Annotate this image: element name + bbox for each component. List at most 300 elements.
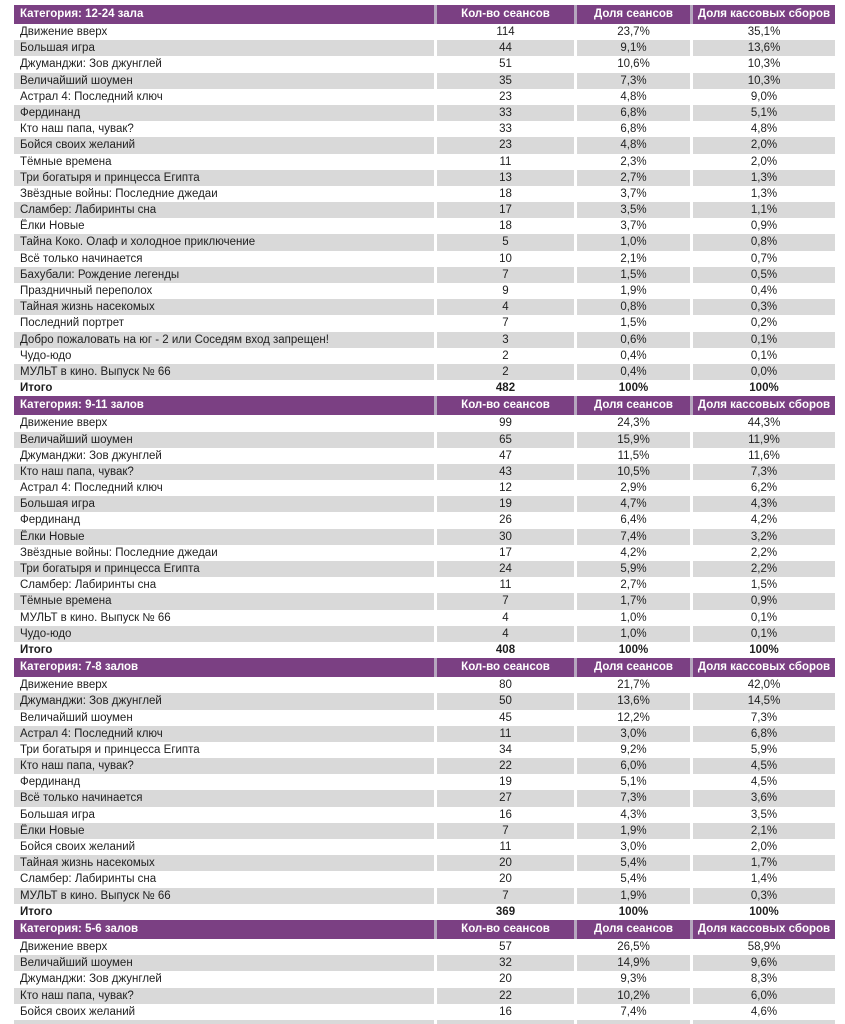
sessions-share-cell: 9,2% <box>577 742 690 758</box>
film-title-cell: Кто наш папа, чувак? <box>14 121 434 137</box>
boxoffice-share-cell: 2,0% <box>693 137 835 153</box>
sessions-share-cell: 14,9% <box>577 955 690 971</box>
sessions-count-cell: 23 <box>437 137 574 153</box>
sessions-count-cell: 43 <box>437 464 574 480</box>
table-row <box>14 24 835 40</box>
sessions-share-cell: 3,0% <box>577 726 690 742</box>
film-title-cell: Величайший шоумен <box>14 710 434 726</box>
boxoffice-share-cell: 100% <box>693 380 835 396</box>
sessions-count-cell: 19 <box>437 496 574 512</box>
boxoffice-share-cell: 0,8% <box>693 234 835 250</box>
table-row <box>14 283 835 299</box>
sessions-count-cell: 2 <box>437 348 574 364</box>
film-title-cell: Чудо-юдо <box>14 348 434 364</box>
column-header: Доля кассовых сборов <box>693 5 835 24</box>
boxoffice-share-cell: 3,6% <box>693 790 835 806</box>
sessions-count-cell: 12 <box>437 480 574 496</box>
sessions-share-cell: 6,0% <box>577 758 690 774</box>
film-title-cell: Величайший шоумен <box>14 73 434 89</box>
boxoffice-share-cell: 0,7% <box>693 251 835 267</box>
sessions-share-cell: 1,9% <box>577 283 690 299</box>
table-row <box>14 234 835 250</box>
table-row <box>14 988 835 1004</box>
sessions-share-cell: 4,2% <box>577 545 690 561</box>
film-title-cell: Бойся своих желаний <box>14 137 434 153</box>
film-title-cell: Бахубали: Рождение легенды <box>14 267 434 283</box>
sessions-count-cell: 7 <box>437 823 574 839</box>
sessions-share-cell: 100% <box>577 904 690 920</box>
sessions-share-cell: 3,0% <box>577 839 690 855</box>
table-row <box>14 677 835 693</box>
boxoffice-share-cell: 100% <box>693 642 835 658</box>
boxoffice-share-cell: 1,7% <box>693 855 835 871</box>
sessions-count-cell: 19 <box>437 774 574 790</box>
sessions-share-cell: 5,4% <box>577 855 690 871</box>
sessions-share-cell: 5,1% <box>577 774 690 790</box>
boxoffice-share-cell: 4,3% <box>693 496 835 512</box>
section-header <box>14 920 835 939</box>
film-title-cell: Фердинанд <box>14 774 434 790</box>
boxoffice-share-cell: 1,1% <box>693 202 835 218</box>
film-title-cell: Движение вверх <box>14 677 434 693</box>
table-row <box>14 432 835 448</box>
sessions-share-cell: 2,7% <box>577 170 690 186</box>
sessions-share-cell: 21,7% <box>577 677 690 693</box>
film-title-cell: Движение вверх <box>14 24 434 40</box>
boxoffice-share-cell: 7,3% <box>693 464 835 480</box>
total-row <box>14 642 835 658</box>
sessions-count-cell: 47 <box>437 448 574 464</box>
sessions-count-cell: 18 <box>437 218 574 234</box>
sessions-count-cell: 20 <box>437 855 574 871</box>
partial-cell <box>14 1020 434 1024</box>
column-header: Доля сеансов <box>577 658 690 677</box>
boxoffice-share-cell: 9,6% <box>693 955 835 971</box>
sessions-count-cell: 33 <box>437 105 574 121</box>
sessions-share-cell: 4,8% <box>577 137 690 153</box>
total-label-cell: Итого <box>14 380 434 396</box>
film-title-cell: Ёлки Новые <box>14 823 434 839</box>
sessions-share-cell: 1,5% <box>577 267 690 283</box>
sessions-count-cell: 35 <box>437 73 574 89</box>
table-row <box>14 626 835 642</box>
boxoffice-share-cell: 1,4% <box>693 871 835 887</box>
column-header: Доля кассовых сборов <box>693 658 835 677</box>
film-title-cell: Три богатыря и принцесса Египта <box>14 561 434 577</box>
film-title-cell: Кто наш папа, чувак? <box>14 988 434 1004</box>
boxoffice-share-cell: 0,1% <box>693 332 835 348</box>
sessions-count-cell: 50 <box>437 693 574 709</box>
sessions-share-cell: 7,3% <box>577 73 690 89</box>
boxoffice-share-cell: 0,1% <box>693 610 835 626</box>
sessions-count-cell: 65 <box>437 432 574 448</box>
sessions-count-cell: 18 <box>437 186 574 202</box>
film-title-cell: Движение вверх <box>14 415 434 431</box>
partial-cell <box>577 1020 690 1024</box>
table-row <box>14 939 835 955</box>
table-row <box>14 593 835 609</box>
sessions-count-cell: 45 <box>437 710 574 726</box>
table-row <box>14 218 835 234</box>
table-row <box>14 315 835 331</box>
sessions-count-cell: 20 <box>437 871 574 887</box>
boxoffice-share-cell: 3,2% <box>693 529 835 545</box>
boxoffice-share-cell: 0,9% <box>693 218 835 234</box>
table-row <box>14 807 835 823</box>
boxoffice-share-cell: 2,0% <box>693 839 835 855</box>
total-row <box>14 904 835 920</box>
table-row <box>14 137 835 153</box>
table-row <box>14 186 835 202</box>
film-title-cell: Три богатыря и принцесса Египта <box>14 170 434 186</box>
sessions-share-cell: 3,7% <box>577 218 690 234</box>
sessions-count-cell: 4 <box>437 299 574 315</box>
table-row <box>14 121 835 137</box>
sessions-share-cell: 26,5% <box>577 939 690 955</box>
film-title-cell: Джуманджи: Зов джунглей <box>14 56 434 72</box>
table-row <box>14 464 835 480</box>
column-header: Доля сеансов <box>577 920 690 939</box>
boxoffice-share-cell: 44,3% <box>693 415 835 431</box>
film-title-cell: Астрал 4: Последний ключ <box>14 89 434 105</box>
table-row <box>14 726 835 742</box>
table-row <box>14 512 835 528</box>
film-title-cell: Сламбер: Лабиринты сна <box>14 577 434 593</box>
table-row <box>14 823 835 839</box>
boxoffice-share-cell: 2,0% <box>693 154 835 170</box>
boxoffice-share-cell: 4,2% <box>693 512 835 528</box>
boxoffice-share-cell: 11,9% <box>693 432 835 448</box>
sessions-count-cell: 44 <box>437 40 574 56</box>
sessions-count-cell: 4 <box>437 610 574 626</box>
film-title-cell: Фердинанд <box>14 105 434 121</box>
sessions-share-cell: 24,3% <box>577 415 690 431</box>
boxoffice-share-cell: 1,3% <box>693 170 835 186</box>
boxoffice-share-cell: 0,2% <box>693 315 835 331</box>
sessions-share-cell: 6,8% <box>577 121 690 137</box>
boxoffice-share-cell: 11,6% <box>693 448 835 464</box>
sessions-count-cell: 99 <box>437 415 574 431</box>
sessions-count-cell: 7 <box>437 593 574 609</box>
sessions-share-cell: 4,7% <box>577 496 690 512</box>
table-row <box>14 154 835 170</box>
boxoffice-share-cell: 5,1% <box>693 105 835 121</box>
sessions-count-cell: 369 <box>437 904 574 920</box>
sessions-count-cell: 3 <box>437 332 574 348</box>
sessions-share-cell: 10,5% <box>577 464 690 480</box>
table-row <box>14 73 835 89</box>
sessions-share-cell: 7,3% <box>577 790 690 806</box>
sessions-share-cell: 3,5% <box>577 202 690 218</box>
film-title-cell: Большая игра <box>14 807 434 823</box>
boxoffice-share-cell: 0,3% <box>693 299 835 315</box>
sessions-share-cell: 6,8% <box>577 105 690 121</box>
film-title-cell: МУЛЬТ в кино. Выпуск № 66 <box>14 888 434 904</box>
sessions-count-cell: 22 <box>437 758 574 774</box>
boxoffice-share-cell: 6,2% <box>693 480 835 496</box>
sessions-count-cell: 7 <box>437 315 574 331</box>
sessions-count-cell: 4 <box>437 626 574 642</box>
table-row <box>14 40 835 56</box>
boxoffice-share-cell: 1,3% <box>693 186 835 202</box>
film-title-cell: Сламбер: Лабиринты сна <box>14 202 434 218</box>
partial-cell <box>693 1020 835 1024</box>
total-row <box>14 380 835 396</box>
sessions-count-cell: 11 <box>437 154 574 170</box>
table-row <box>14 561 835 577</box>
sessions-count-cell: 20 <box>437 971 574 987</box>
table-row <box>14 170 835 186</box>
film-title-cell: Звёздные войны: Последние джедаи <box>14 545 434 561</box>
sessions-share-cell: 1,9% <box>577 823 690 839</box>
table-row <box>14 480 835 496</box>
film-title-cell: Астрал 4: Последний ключ <box>14 726 434 742</box>
sessions-count-cell: 24 <box>437 561 574 577</box>
film-title-cell: Последний портрет <box>14 315 434 331</box>
section-title: Категория: 9-11 залов <box>14 396 434 415</box>
film-title-cell: Фердинанд <box>14 512 434 528</box>
table-row <box>14 251 835 267</box>
film-title-cell: Тайна Коко. Олаф и холодное приключение <box>14 234 434 250</box>
sessions-share-cell: 100% <box>577 380 690 396</box>
column-header: Доля кассовых сборов <box>693 396 835 415</box>
boxoffice-share-cell: 9,0% <box>693 89 835 105</box>
film-title-cell: Чудо-юдо <box>14 626 434 642</box>
table-row <box>14 710 835 726</box>
film-title-cell: Бойся своих желаний <box>14 839 434 855</box>
sessions-share-cell: 3,7% <box>577 186 690 202</box>
film-title-cell: Бойся своих желаний <box>14 1004 434 1020</box>
sessions-count-cell: 51 <box>437 56 574 72</box>
film-title-cell: Сламбер: Лабиринты сна <box>14 871 434 887</box>
sessions-share-cell: 6,4% <box>577 512 690 528</box>
table-row <box>14 448 835 464</box>
sessions-count-cell: 22 <box>437 988 574 1004</box>
film-title-cell: Величайший шоумен <box>14 955 434 971</box>
film-title-cell: Всё только начинается <box>14 251 434 267</box>
sessions-share-cell: 1,7% <box>577 593 690 609</box>
table-row <box>14 545 835 561</box>
total-label-cell: Итого <box>14 904 434 920</box>
boxoffice-share-cell: 6,0% <box>693 988 835 1004</box>
film-title-cell: Всё только начинается <box>14 790 434 806</box>
table-row <box>14 332 835 348</box>
film-title-cell: Большая игра <box>14 40 434 56</box>
column-header: Кол-во сеансов <box>437 658 574 677</box>
boxoffice-share-cell: 42,0% <box>693 677 835 693</box>
sessions-share-cell: 13,6% <box>577 693 690 709</box>
boxoffice-share-cell: 4,6% <box>693 1004 835 1020</box>
sessions-count-cell: 482 <box>437 380 574 396</box>
film-title-cell: МУЛЬТ в кино. Выпуск № 66 <box>14 364 434 380</box>
table-row <box>14 871 835 887</box>
sessions-share-cell: 2,1% <box>577 251 690 267</box>
sessions-count-cell: 16 <box>437 1004 574 1020</box>
sessions-count-cell: 17 <box>437 545 574 561</box>
film-title-cell: Величайший шоумен <box>14 432 434 448</box>
table-row <box>14 89 835 105</box>
sessions-share-cell: 11,5% <box>577 448 690 464</box>
sessions-share-cell: 0,8% <box>577 299 690 315</box>
column-header: Кол-во сеансов <box>437 396 574 415</box>
boxoffice-share-cell: 2,2% <box>693 561 835 577</box>
sessions-share-cell: 2,7% <box>577 577 690 593</box>
section-header <box>14 396 835 415</box>
sessions-count-cell: 10 <box>437 251 574 267</box>
film-title-cell: Праздничный переполох <box>14 283 434 299</box>
table-row <box>14 693 835 709</box>
section-header <box>14 658 835 677</box>
sessions-share-cell: 12,2% <box>577 710 690 726</box>
sessions-share-cell: 1,0% <box>577 234 690 250</box>
boxoffice-share-cell: 58,9% <box>693 939 835 955</box>
column-header: Доля сеансов <box>577 396 690 415</box>
film-title-cell: Звёздные войны: Последние джедаи <box>14 186 434 202</box>
film-title-cell: Кто наш папа, чувак? <box>14 758 434 774</box>
table-row <box>14 839 835 855</box>
table-row <box>14 758 835 774</box>
sessions-count-cell: 408 <box>437 642 574 658</box>
partial-next-row <box>14 1020 835 1024</box>
sessions-count-cell: 7 <box>437 888 574 904</box>
sessions-count-cell: 11 <box>437 839 574 855</box>
table-row <box>14 955 835 971</box>
sessions-count-cell: 2 <box>437 364 574 380</box>
boxoffice-share-cell: 0,4% <box>693 283 835 299</box>
film-title-cell: Тёмные времена <box>14 593 434 609</box>
boxoffice-share-cell: 10,3% <box>693 73 835 89</box>
boxoffice-share-cell: 0,3% <box>693 888 835 904</box>
sessions-count-cell: 9 <box>437 283 574 299</box>
sessions-count-cell: 114 <box>437 24 574 40</box>
sessions-share-cell: 10,2% <box>577 988 690 1004</box>
column-header: Кол-во сеансов <box>437 5 574 24</box>
boxoffice-share-cell: 0,0% <box>693 364 835 380</box>
section-title: Категория: 12-24 зала <box>14 5 434 24</box>
table-row <box>14 267 835 283</box>
boxoffice-share-cell: 2,1% <box>693 823 835 839</box>
sessions-share-cell: 1,5% <box>577 315 690 331</box>
sessions-share-cell: 2,9% <box>577 480 690 496</box>
film-title-cell: Тайная жизнь насекомых <box>14 299 434 315</box>
sessions-count-cell: 80 <box>437 677 574 693</box>
sessions-share-cell: 2,3% <box>577 154 690 170</box>
table-row <box>14 790 835 806</box>
sessions-share-cell: 5,9% <box>577 561 690 577</box>
sessions-count-cell: 16 <box>437 807 574 823</box>
table-row <box>14 774 835 790</box>
boxoffice-share-cell: 0,1% <box>693 348 835 364</box>
section-header <box>14 5 835 24</box>
sessions-count-cell: 30 <box>437 529 574 545</box>
sessions-share-cell: 9,1% <box>577 40 690 56</box>
section-title: Категория: 7-8 залов <box>14 658 434 677</box>
sessions-share-cell: 0,6% <box>577 332 690 348</box>
boxoffice-share-cell: 4,5% <box>693 774 835 790</box>
section-title: Категория: 5-6 залов <box>14 920 434 939</box>
boxoffice-share-cell: 2,2% <box>693 545 835 561</box>
column-header: Доля кассовых сборов <box>693 920 835 939</box>
table-row <box>14 299 835 315</box>
boxoffice-share-cell: 6,8% <box>693 726 835 742</box>
table-row <box>14 855 835 871</box>
sessions-share-cell: 1,0% <box>577 610 690 626</box>
sessions-share-cell: 0,4% <box>577 364 690 380</box>
sessions-count-cell: 11 <box>437 577 574 593</box>
sessions-count-cell: 5 <box>437 234 574 250</box>
boxoffice-share-cell: 10,3% <box>693 56 835 72</box>
boxoffice-share-cell: 7,3% <box>693 710 835 726</box>
film-title-cell: МУЛЬТ в кино. Выпуск № 66 <box>14 610 434 626</box>
table-row <box>14 742 835 758</box>
sessions-count-cell: 7 <box>437 267 574 283</box>
sessions-count-cell: 11 <box>437 726 574 742</box>
boxoffice-share-cell: 0,9% <box>693 593 835 609</box>
sessions-count-cell: 13 <box>437 170 574 186</box>
table-row <box>14 202 835 218</box>
column-header: Кол-во сеансов <box>437 920 574 939</box>
boxoffice-share-cell: 4,5% <box>693 758 835 774</box>
sessions-share-cell: 7,4% <box>577 529 690 545</box>
boxoffice-share-cell: 14,5% <box>693 693 835 709</box>
total-label-cell: Итого <box>14 642 434 658</box>
table-row <box>14 577 835 593</box>
table-row <box>14 971 835 987</box>
sessions-share-cell: 15,9% <box>577 432 690 448</box>
film-title-cell: Большая игра <box>14 496 434 512</box>
table-row <box>14 529 835 545</box>
sessions-share-cell: 9,3% <box>577 971 690 987</box>
column-header: Доля сеансов <box>577 5 690 24</box>
category-tables <box>14 5 835 1024</box>
film-title-cell: Джуманджи: Зов джунглей <box>14 448 434 464</box>
sessions-count-cell: 27 <box>437 790 574 806</box>
sessions-share-cell: 10,6% <box>577 56 690 72</box>
partial-cell <box>437 1020 574 1024</box>
sessions-count-cell: 17 <box>437 202 574 218</box>
film-title-cell: Добро пожаловать на юг - 2 или Соседям вход запрещен! <box>14 332 434 348</box>
film-title-cell: Движение вверх <box>14 939 434 955</box>
boxoffice-share-cell: 3,5% <box>693 807 835 823</box>
table-row <box>14 105 835 121</box>
boxoffice-share-cell: 5,9% <box>693 742 835 758</box>
boxoffice-share-cell: 0,5% <box>693 267 835 283</box>
sessions-count-cell: 33 <box>437 121 574 137</box>
boxoffice-share-cell: 4,8% <box>693 121 835 137</box>
table-row <box>14 1004 835 1020</box>
boxoffice-share-cell: 1,5% <box>693 577 835 593</box>
film-title-cell: Тайная жизнь насекомых <box>14 855 434 871</box>
film-title-cell: Ёлки Новые <box>14 218 434 234</box>
sessions-share-cell: 4,3% <box>577 807 690 823</box>
sessions-count-cell: 57 <box>437 939 574 955</box>
film-title-cell: Джуманджи: Зов джунглей <box>14 971 434 987</box>
boxoffice-share-cell: 0,1% <box>693 626 835 642</box>
table-row <box>14 348 835 364</box>
table-row <box>14 888 835 904</box>
film-title-cell: Три богатыря и принцесса Египта <box>14 742 434 758</box>
sessions-share-cell: 23,7% <box>577 24 690 40</box>
film-title-cell: Астрал 4: Последний ключ <box>14 480 434 496</box>
table-row <box>14 415 835 431</box>
sessions-share-cell: 0,4% <box>577 348 690 364</box>
sessions-share-cell: 7,4% <box>577 1004 690 1020</box>
sessions-count-cell: 26 <box>437 512 574 528</box>
sessions-count-cell: 34 <box>437 742 574 758</box>
table-row <box>14 56 835 72</box>
boxoffice-share-cell: 100% <box>693 904 835 920</box>
boxoffice-share-cell: 35,1% <box>693 24 835 40</box>
